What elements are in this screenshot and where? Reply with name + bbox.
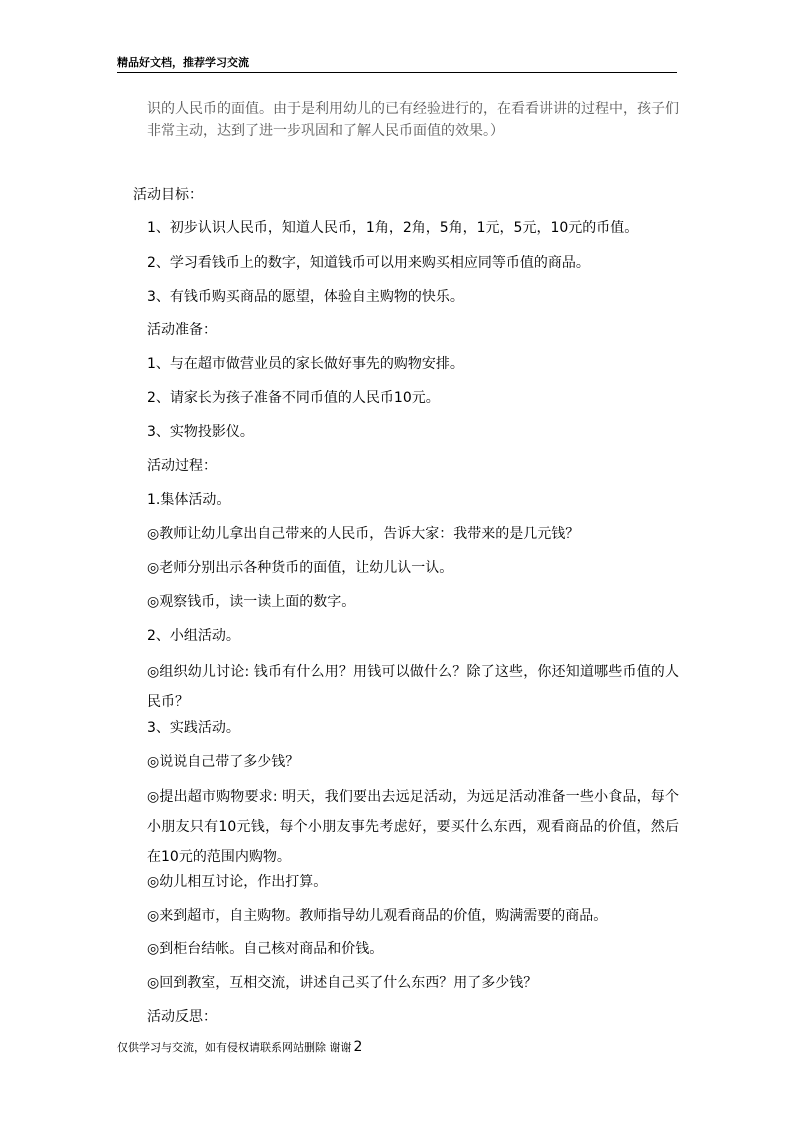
step-title: 2、小组活动。: [147, 628, 240, 644]
step-item: ◎说说自己带了多少钱？: [147, 754, 300, 770]
step-item: ◎教师让幼儿拿出自己带来的人民币，告诉大家：我带来的是几元钱？: [147, 526, 580, 542]
prep-item: 3、实物投影仪。: [147, 424, 254, 440]
prep-item: 2、请家长为孩子准备不同币值的人民币10元。: [147, 390, 440, 406]
step-item: ◎老师分别出示各种货币的面值，让幼儿认一认。: [147, 560, 454, 576]
step-item: ◎到柜台结帐。自己核对商品和价钱。: [147, 941, 384, 957]
step-item: ◎观察钱币，读一读上面的数字。: [147, 594, 356, 610]
goal-item: 1、初步认识人民币，知道人民币，1角，2角，5角，1元，5元，10元的币值。: [147, 220, 639, 236]
process-heading: 活动过程：: [147, 458, 217, 474]
step-item: ◎回到教室，互相交流，讲述自己买了什么东西？用了多少钱？: [147, 975, 538, 991]
page-number: 2: [353, 1039, 363, 1055]
step-title: 1.集体活动。: [147, 492, 231, 508]
intro-line: 非常主动，达到了进一步巩固和了解人民币面值的效果。）: [147, 123, 504, 139]
intro-line: 识的人民币的面值。由于是利用幼儿的已有经验进行的，在看看讲讲的过程中，孩子们: [147, 101, 679, 117]
page-header: [117, 56, 677, 73]
goals-heading: 活动目标：: [133, 187, 203, 203]
footer-text: 仅供学习与交流，如有侵权请联系网站删除 谢谢: [117, 1041, 352, 1054]
intro-paragraph: [147, 98, 679, 142]
step-item: ◎组织幼儿讨论: 钱币有什么用？用钱可以做什么？除了这些，你还知道哪些币值的人民币？: [147, 664, 679, 710]
page-footer: [117, 1040, 362, 1055]
step-item: ◎来到超市，自主购物。教师指导幼儿观看商品的价值，购满需要的商品。: [147, 908, 608, 924]
step-item: ◎幼儿相互讨论，作出打算。: [147, 874, 328, 890]
goal-item: 3、有钱币购买商品的愿望，体验自主购物的快乐。: [147, 289, 464, 305]
prep-heading: 活动准备：: [147, 322, 217, 338]
step-item: ◎提出超市购物要求: 明天，我们要出去远足活动，为远足活动准备一些小食品，每个小朋友只有10元钱，每个小朋友事先考虑好，要买什么东西，观看商品的价值，然后在10元的范围内购物。: [147, 789, 679, 865]
reflection-heading: 活动反思：: [147, 1009, 217, 1025]
prep-item: 1、与在超市做营业员的家长做好事先的购物安排。: [147, 356, 464, 372]
step-title: 3、实践活动。: [147, 720, 240, 736]
header-text: 精品好文档，推荐学习交流: [117, 56, 249, 69]
goal-item: 2、学习看钱币上的数字，知道钱币可以用来购买相应同等币值的商品。: [147, 255, 590, 271]
